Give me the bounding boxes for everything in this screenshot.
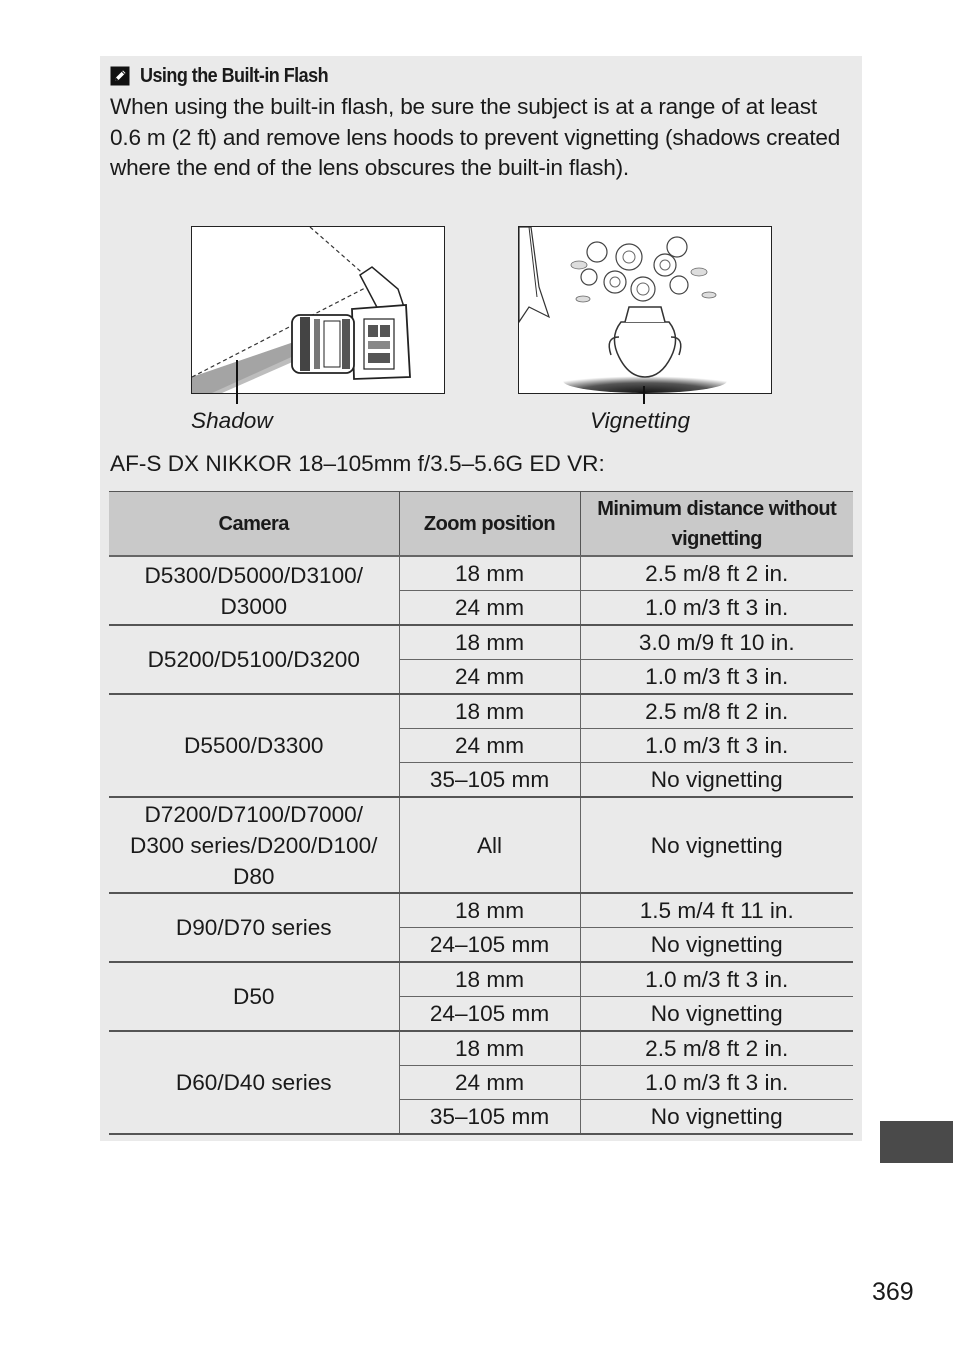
shadow-figure <box>191 226 445 394</box>
zoom-cell: 24 mm <box>399 591 580 626</box>
zoom-cell: 18 mm <box>399 694 580 729</box>
camera-cell: D90/D70 series <box>109 893 399 962</box>
header-zoom-position: Zoom position <box>399 492 580 557</box>
distance-cell: 1.0 m/3 ft 3 in. <box>580 1066 853 1100</box>
table-row <box>109 1031 853 1066</box>
distance-cell: No vignetting <box>580 928 853 963</box>
zoom-cell: 18 mm <box>399 962 580 997</box>
distance-cell: 1.0 m/3 ft 3 in. <box>580 591 853 626</box>
camera-cell: D5200/D5100/D3200 <box>109 625 399 694</box>
zoom-cell: 24 mm <box>399 729 580 763</box>
zoom-cell: 18 mm <box>399 893 580 928</box>
zoom-cell: 18 mm <box>399 625 580 660</box>
note-body: When using the built-in flash, be sure the subject is at a range of at least 0.6 m (2 ft) and remove lens hoods to prevent vignetting (shadows created where the end of the lens obscures the built-in flash). <box>110 94 841 181</box>
distance-cell: 2.5 m/8 ft 2 in. <box>580 556 853 591</box>
distance-cell: 1.0 m/3 ft 3 in. <box>580 962 853 997</box>
distance-cell: No vignetting <box>580 997 853 1032</box>
distance-cell: 1.0 m/3 ft 3 in. <box>580 729 853 763</box>
camera-cell: D50 <box>109 962 399 1031</box>
camera-cell: D5500/D3300 <box>109 694 399 797</box>
distance-cell: 1.5 m/4 ft 11 in. <box>580 893 853 928</box>
table-header-row <box>109 492 853 557</box>
distance-cell: 2.5 m/8 ft 2 in. <box>580 694 853 729</box>
zoom-cell: 18 mm <box>399 556 580 591</box>
table-row <box>109 625 853 660</box>
header-minimum-distance: Minimum distance without vignetting <box>580 492 853 557</box>
vignetting-table <box>109 491 853 1135</box>
note-heading <box>110 64 349 88</box>
section-tab <box>880 1121 953 1163</box>
table-row <box>109 893 853 928</box>
distance-cell: No vignetting <box>580 763 853 798</box>
note-box <box>100 56 862 1141</box>
camera-cell: D7200/D7100/D7000/ D300 series/D200/D100/ D80 <box>109 797 399 893</box>
zoom-cell: 24–105 mm <box>399 928 580 963</box>
pencil-note-icon <box>110 66 130 86</box>
distance-cell: 2.5 m/8 ft 2 in. <box>580 1031 853 1066</box>
table-row <box>109 797 853 893</box>
page-number: 369 <box>872 1278 914 1306</box>
zoom-cell: 18 mm <box>399 1031 580 1066</box>
zoom-cell: 35–105 mm <box>399 1100 580 1135</box>
distance-cell: No vignetting <box>580 797 853 893</box>
table-row <box>109 962 853 997</box>
distance-cell: 1.0 m/3 ft 3 in. <box>580 660 853 695</box>
zoom-cell: 24–105 mm <box>399 997 580 1032</box>
lens-name: AF-S DX NIKKOR 18–105mm f/3.5–5.6G ED VR: <box>110 451 605 476</box>
vignetting-caption: Vignetting <box>590 408 691 433</box>
vignetting-leader-line <box>643 386 645 404</box>
table-row <box>109 694 853 729</box>
zoom-cell: 35–105 mm <box>399 763 580 798</box>
distance-cell: 3.0 m/9 ft 10 in. <box>580 625 853 660</box>
camera-cell: D5300/D5000/D3100/ D3000 <box>109 556 399 625</box>
camera-cell: D60/D40 series <box>109 1031 399 1134</box>
zoom-cell: All <box>399 797 580 893</box>
note-title: Using the Built-in Flash <box>140 64 329 87</box>
shadow-caption: Shadow <box>191 408 273 433</box>
header-camera: Camera <box>109 492 399 557</box>
distance-cell: No vignetting <box>580 1100 853 1135</box>
zoom-cell: 24 mm <box>399 1066 580 1100</box>
table-row <box>109 556 853 591</box>
zoom-cell: 24 mm <box>399 660 580 695</box>
vignetting-figure <box>518 226 772 394</box>
shadow-leader-line <box>236 360 238 404</box>
